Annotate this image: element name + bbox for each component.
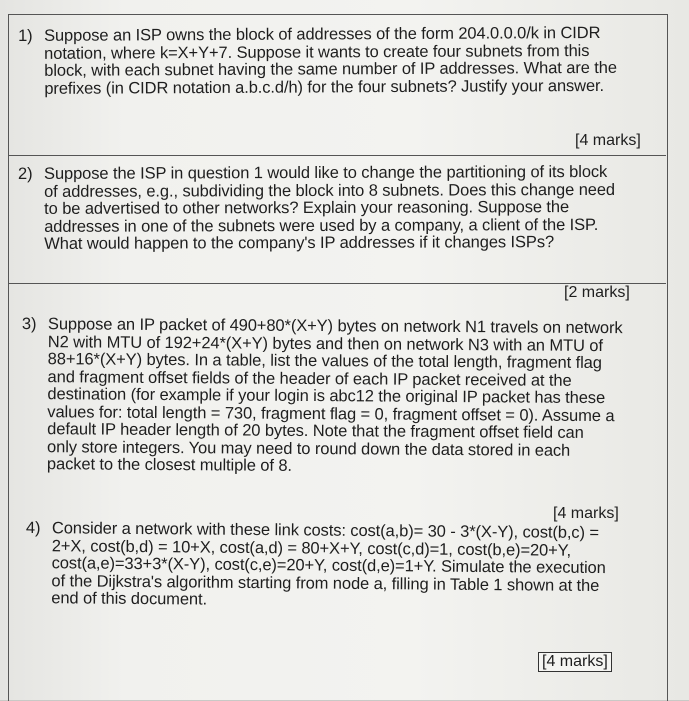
question-1-number: 1) — [17, 26, 33, 45]
question-2-line: addresses in one of the subnets were used by a company, a client of the ISP. — [44, 215, 599, 236]
question-3-line: N2 with MTU of 192+24*(X+Y) bytes and then on network N3 with an MTU of — [47, 332, 603, 355]
question-2-line: to be advertised to other networks? Explain your reasoning. Suppose the — [44, 198, 570, 218]
question-4-number: 4) — [25, 519, 41, 538]
question-3-line: only store integers. You may need to round down the data stored in each — [47, 437, 571, 460]
question-3-line: destination (for example if your login is abc12 the original IP packet has these — [47, 385, 606, 408]
question-3-marks: [4 marks] — [553, 505, 619, 522]
question-3-line: packet to the closest multiple of 8. — [46, 455, 292, 475]
question-2-line: Suppose the ISP in question 1 would like to change the partitioning of its block — [43, 162, 608, 183]
question-3-line: 88+16*(X+Y) bytes. In a table, list the values of the total length, fragment flag — [47, 350, 602, 373]
question-3-line: Suppose an IP packet of 490+80*(X+Y) bytes on network N1 travels on network — [47, 315, 623, 338]
question-3-line: values for: total length = 730, fragment flag = 0, fragment offset = 0). Assume a — [47, 402, 615, 425]
question-4-line: of the Dijkstra's algorithm starting from node a, filling in Table 1 shown at the — [51, 571, 600, 595]
question-3-line: and fragment offset fields of the header of each IP packet received at the — [47, 367, 572, 390]
divider-1 — [8, 155, 666, 156]
question-3-number: 3) — [21, 315, 37, 334]
question-1-line: prefixes (in CIDR notation a.b.c.d/h) for the four subnets? Justify your answer. — [44, 76, 605, 98]
question-1-marks: [4 marks] — [575, 132, 641, 149]
question-2-line: of addresses, e.g., subdividing the block into 8 subnets. Does this change need — [44, 180, 616, 201]
question-1-line: notation, where k=X+Y+7. Suppose it wants to create four subnets from this — [44, 41, 590, 63]
question-2-number: 2) — [17, 164, 33, 183]
question-4-line: cost(a,e)=33+3*(X-Y), cost(c,e)=20+Y, cost(d,e)=1+Y. Simulate the execution — [51, 554, 606, 578]
question-3-line: default IP header length of 20 bytes. Note that the fragment offset field can — [47, 420, 584, 442]
question-4-line: Consider a network with these link costs: cost(a,b)= 30 - 3*(X-Y), cost(b,c) = — [51, 519, 599, 542]
question-1-line: block, with each subnet having the same number of IP addresses. What are the — [44, 58, 617, 80]
question-1-line: Suppose an ISP owns the block of addresses of the form 204.0.0.0/k in CIDR — [43, 23, 601, 45]
question-2-line: What would happen to the company's IP addresses if it changes ISPs? — [44, 233, 555, 253]
question-4-line: 2+X, cost(b,d) = 10+X, cost(a,d) = 80+X+Y, cost(c,d)=1, cost(b,e)=20+Y, — [51, 536, 572, 560]
question-4-marks: [4 marks] — [538, 652, 612, 672]
question-2-marks: [2 marks] — [564, 284, 630, 301]
question-4-line: end of this document. — [51, 589, 208, 609]
